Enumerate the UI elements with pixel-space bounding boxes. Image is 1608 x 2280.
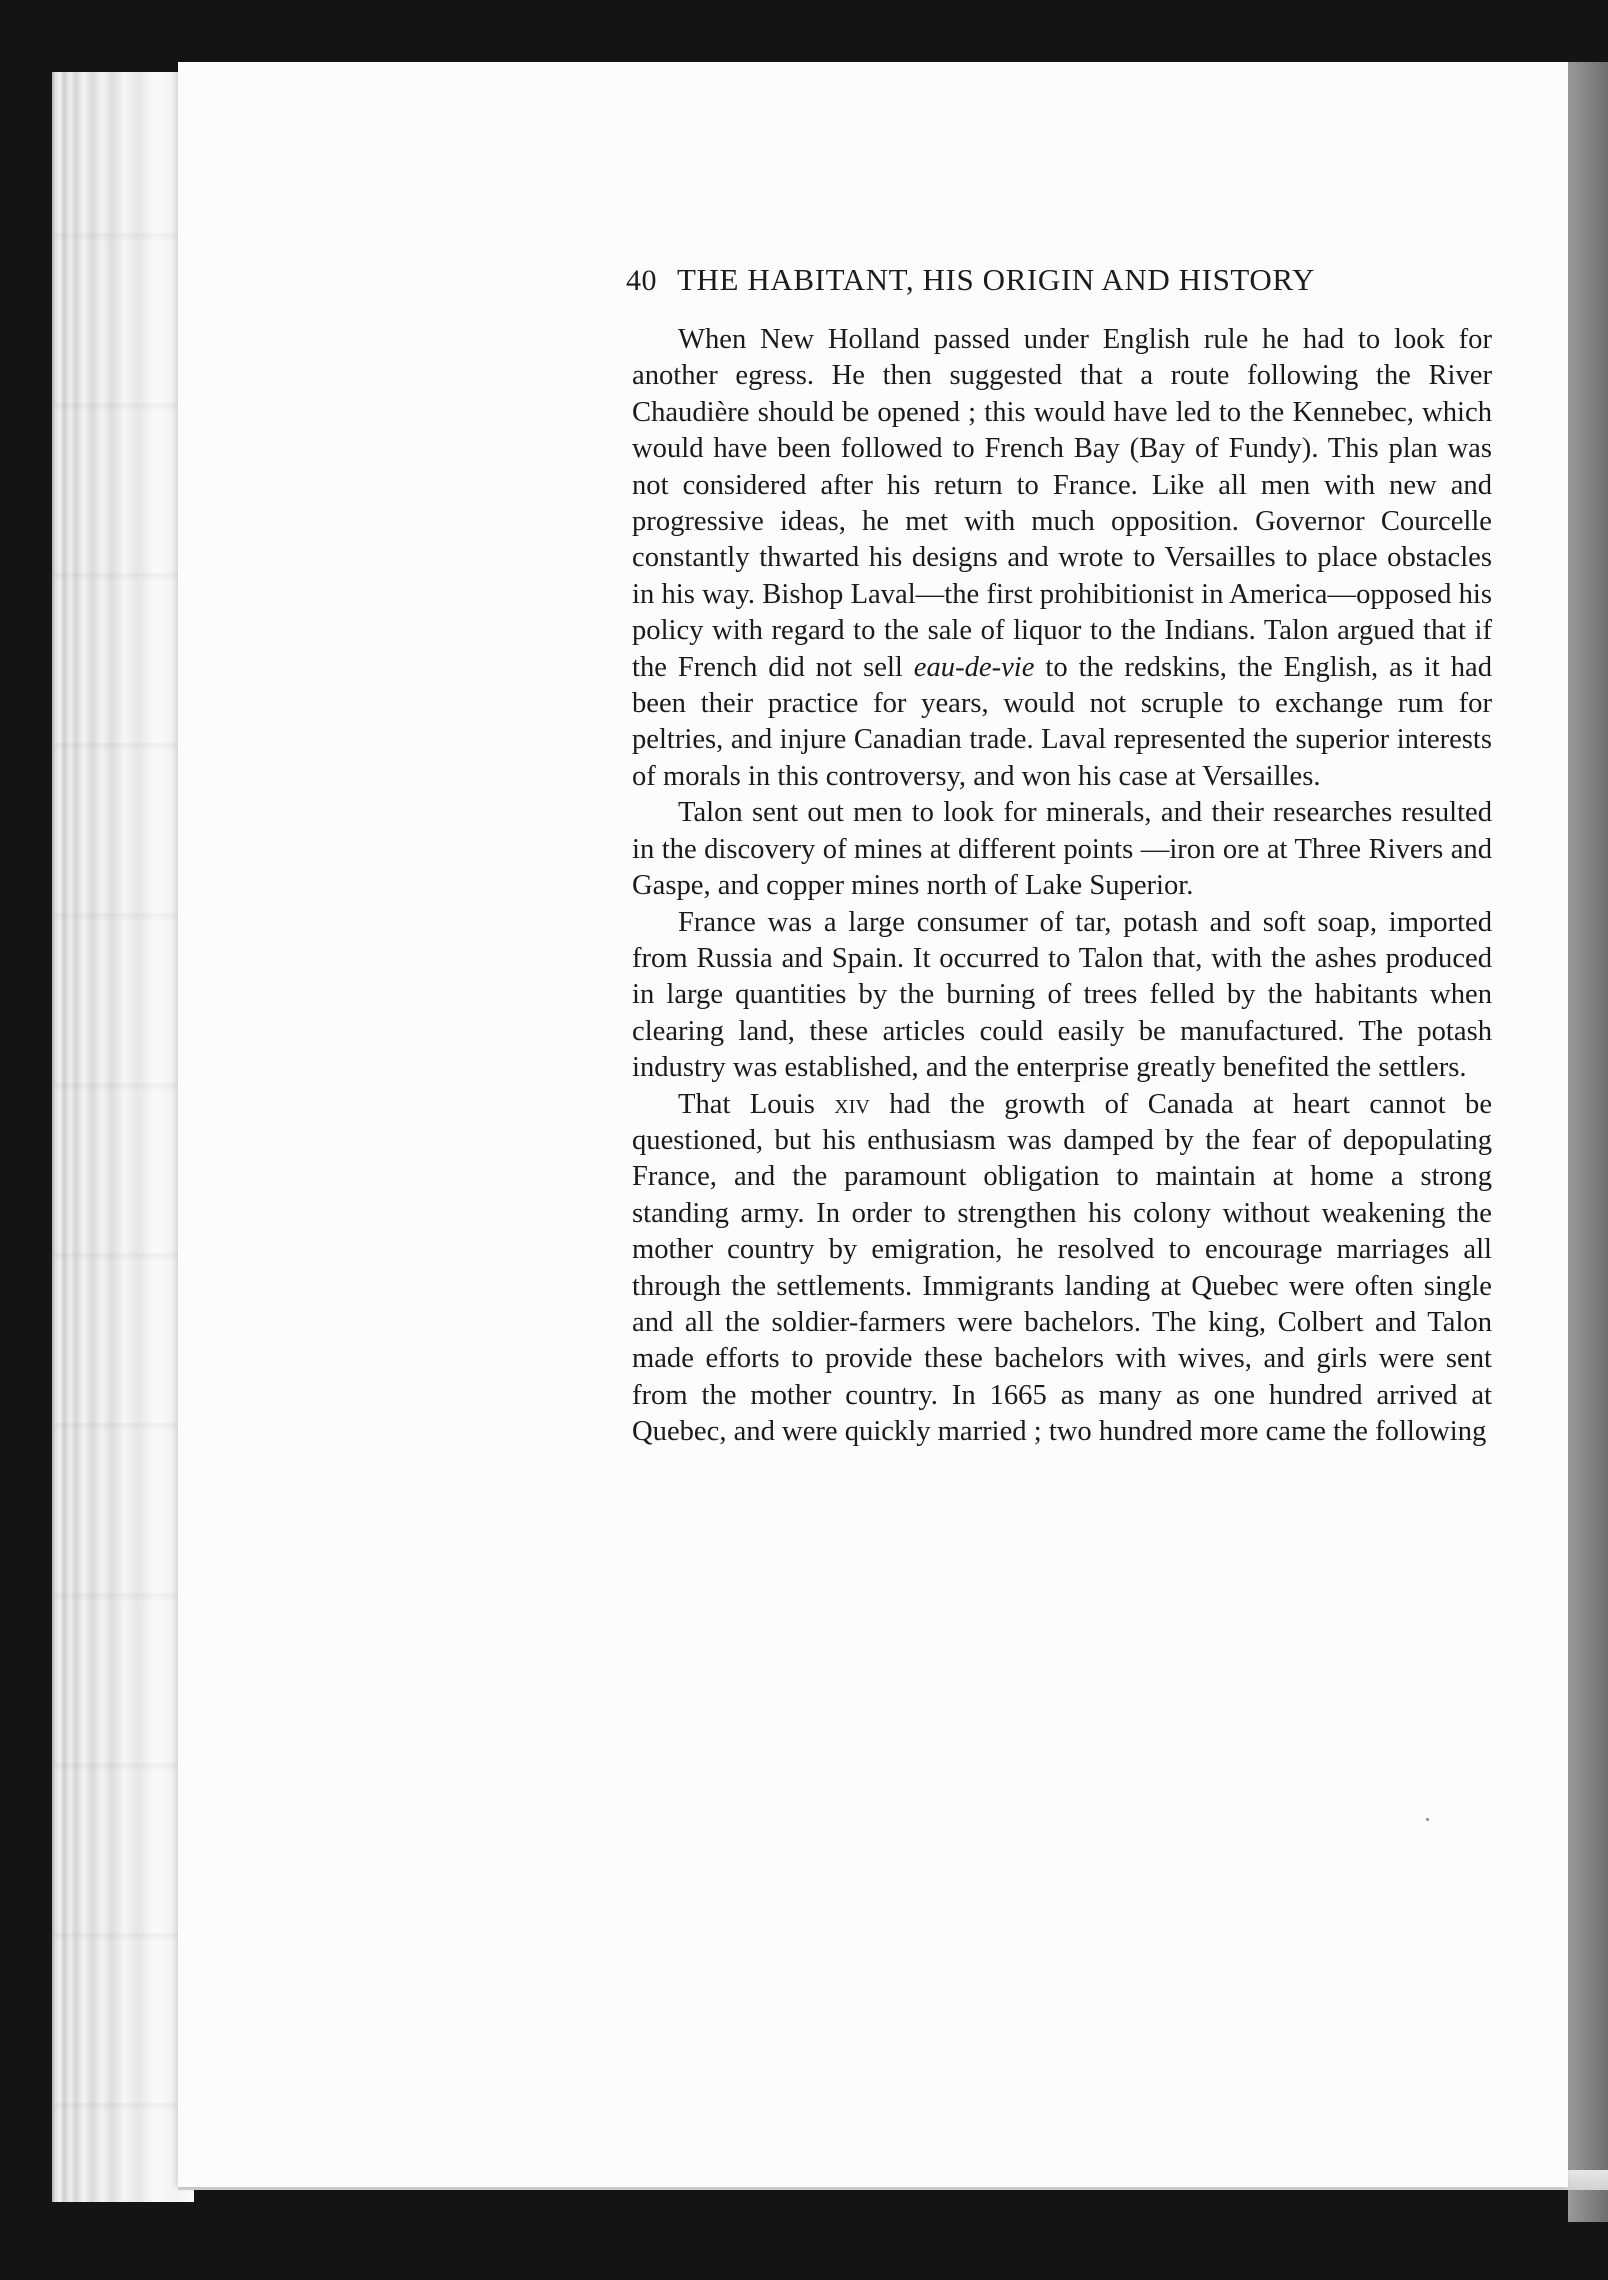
paragraph-4-text-a: That Louis [678,1088,835,1120]
paragraph-4-text-b: had the growth of Canada at heart cannot be questioned, but his enthusiasm was damped by the fear of depopulating France, and the paramount obligation to maintain at home a strong standing army. In order to strengthen his colony without weakening the mother country by emigration, he resolved to encourage marriages all through the settlements. Immigrants landing at Quebec were often single and all the soldier-farmers were bachelors. The king, Colbert and Talon made efforts to provide these bachelors with wives, and girls were sent from the mother country. In 1665 as many as one hundred arrived at Quebec, and were quickly married ; two hundred more came the following [632,1088,1493,1448]
body-text [632,322,1492,1451]
paragraph-1 [632,322,1492,795]
paper-speck [1426,1818,1429,1821]
italic-term: eau-de-vie [913,651,1035,683]
paragraph-1-text-b: to the redskins, the English, as it had been their practice for years, would not scruple to exchange rum for peltries, and injure Canadian trade. Laval represented the superior interests of morals in this controversy, and won his case at Versailles. [632,651,1493,792]
paragraph-3: France was a large consumer of tar, potash and soft soap, imported from Russia and Spain. It occurred to Talon that, with the ashes produced in large quantities by the burning of trees felled by the habitants when clearing land, these articles could easily be manufactured. The potash industry was established, and the enterprise greatly benefited the settlers. [632,906,1492,1084]
paragraph-4 [632,1087,1492,1451]
book-page-edges [52,72,194,2202]
book-spine-shadow [1568,62,1608,2222]
roman-numeral: xiv [834,1088,870,1120]
page-edges-shading [54,72,194,2202]
paragraph-2: Talon sent out men to look for minerals, and their researches resulted in the discovery of mines at different points —iron ore at Three Rivers and Gaspe, and copper mines north of Lake Superior. [632,797,1492,902]
page-number: 40 [626,264,657,297]
running-head-title: THE HABITANT, HIS ORIGIN AND HISTORY [677,262,1315,297]
paragraph-1-text-a: When New Holland passed under English rule he had to look for another egress. He then suggested that a route following the River Chaudière should be opened ; this would have led to the Kennebec, which would have been followed to French Bay (Bay of Fundy). This plan was not considered after his return to France. Like all men with new and progressive ideas, he met with much opposition. Governor Courcelle constantly thwarted his designs and wrote to Versailles to place obstacles in his way. Bishop Laval—the first prohibitionist in America—opposed his policy with regard to the sale of liquor to the Indians. Talon argued that if the French did not sell [632,324,1492,683]
running-head [626,262,1466,306]
